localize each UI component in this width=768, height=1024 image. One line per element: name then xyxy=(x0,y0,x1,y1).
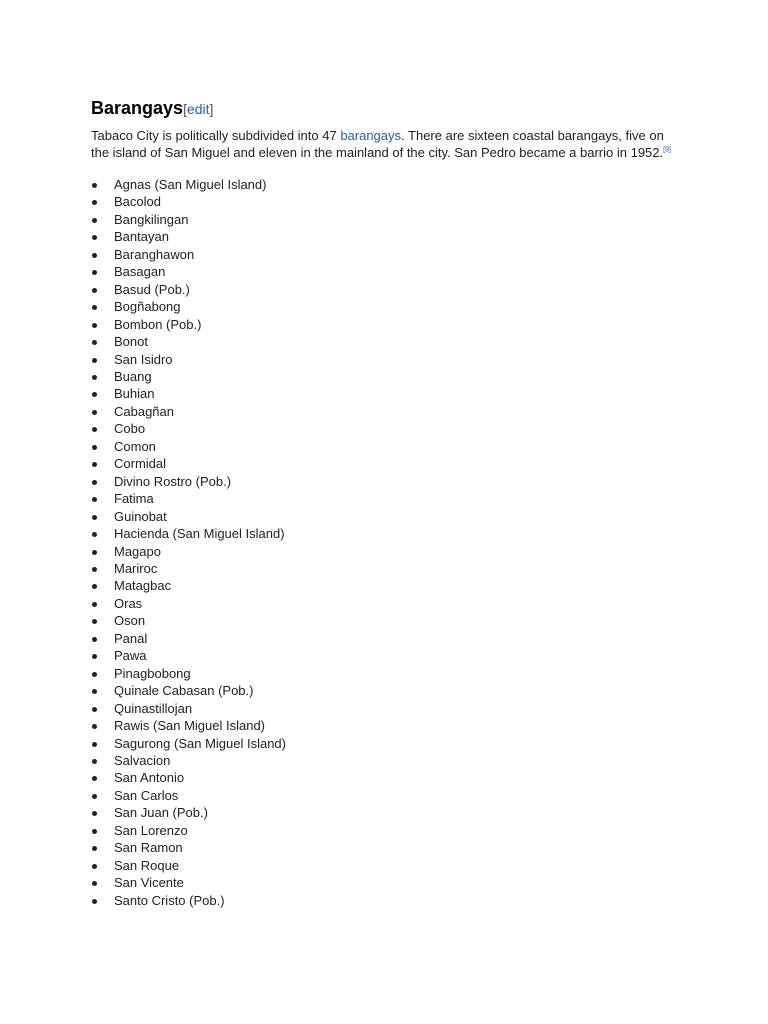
bullet-icon xyxy=(92,637,97,642)
bullet-icon xyxy=(92,550,97,555)
bullet-icon xyxy=(92,602,97,607)
list-item xyxy=(91,333,691,350)
list-item-label: Basud (Pob.) xyxy=(114,281,190,297)
article-section xyxy=(91,96,691,909)
list-item-label: San Isidro xyxy=(114,351,173,367)
bullet-icon xyxy=(92,427,97,432)
bullet-icon xyxy=(92,881,97,886)
edit-bracket-open: [ xyxy=(183,101,187,117)
list-item xyxy=(91,752,691,769)
bullet-icon xyxy=(92,445,97,450)
bullet-icon xyxy=(92,410,97,415)
list-item-label: Buhian xyxy=(114,386,155,402)
bullet-icon xyxy=(92,846,97,851)
list-item xyxy=(91,246,691,263)
list-item-label: Buang xyxy=(114,368,152,384)
bullet-icon xyxy=(92,462,97,467)
bullet-icon xyxy=(92,323,97,328)
list-item-label: Cabagñan xyxy=(114,403,174,419)
list-item xyxy=(91,228,691,245)
list-item-label: San Lorenzo xyxy=(114,822,188,838)
list-item xyxy=(91,438,691,455)
list-item xyxy=(91,839,691,856)
list-item xyxy=(91,804,691,821)
list-item xyxy=(91,351,691,368)
list-item xyxy=(91,281,691,298)
list-item xyxy=(91,700,691,717)
bullet-icon xyxy=(92,480,97,485)
bullet-icon xyxy=(92,724,97,729)
bullet-icon xyxy=(92,288,97,293)
list-item-label: Cormidal xyxy=(114,456,167,472)
list-item xyxy=(91,176,691,193)
intro-text-before-link: Tabaco City is politically subdivided into 47 xyxy=(91,128,341,143)
list-item-label: San Roque xyxy=(114,857,180,873)
citation-link[interactable]: [9] xyxy=(663,146,671,154)
list-item xyxy=(91,822,691,839)
bullet-icon xyxy=(92,899,97,904)
bullet-icon xyxy=(92,707,97,712)
bullet-icon xyxy=(92,358,97,363)
list-item-label: Magapo xyxy=(114,543,161,559)
list-item-label: Rawis (San Miguel Island) xyxy=(114,718,266,734)
bullet-icon xyxy=(92,567,97,572)
list-item-label: Mariroc xyxy=(114,560,158,576)
list-item-label: Fatima xyxy=(114,491,154,507)
list-item-label: San Ramon xyxy=(114,840,183,856)
bullet-icon xyxy=(92,218,97,223)
bullet-icon xyxy=(92,515,97,520)
bullet-icon xyxy=(92,305,97,310)
bullet-icon xyxy=(92,864,97,869)
bullet-icon xyxy=(92,200,97,205)
list-item xyxy=(91,647,691,664)
list-item xyxy=(91,769,691,786)
list-item-label: Panal xyxy=(114,630,148,646)
section-title: Barangays xyxy=(91,98,184,118)
bullet-icon xyxy=(92,270,97,275)
list-item xyxy=(91,455,691,472)
list-item xyxy=(91,560,691,577)
list-item xyxy=(91,490,691,507)
intro-text-after-link: . There are sixteen coastal barangays, five on the island of San Miguel and eleven in the mainland of the city. San Pedro became a barrio in 1952. xyxy=(91,128,664,160)
list-item xyxy=(91,665,691,682)
list-item-label: Sagurong (San Miguel Island) xyxy=(114,735,286,751)
list-item xyxy=(91,892,691,909)
bullet-icon xyxy=(92,392,97,397)
list-item xyxy=(91,368,691,385)
list-item-label: Guinobat xyxy=(114,508,167,524)
bullet-icon xyxy=(92,654,97,659)
list-item-label: Comon xyxy=(114,438,156,454)
list-item xyxy=(91,420,691,437)
bullet-icon xyxy=(92,183,97,188)
list-item-label: Pinagbobong xyxy=(114,665,191,681)
list-item xyxy=(91,316,691,333)
list-item xyxy=(91,612,691,629)
list-item xyxy=(91,385,691,402)
list-item-label: Basagan xyxy=(114,264,166,280)
list-item xyxy=(91,263,691,280)
list-item-label: Oras xyxy=(114,595,143,611)
list-item xyxy=(91,577,691,594)
list-item-label: Bacolod xyxy=(114,194,161,210)
barangay-list xyxy=(91,176,691,909)
bullet-icon xyxy=(92,811,97,816)
edit-section-wrapper xyxy=(183,101,213,117)
bullet-icon xyxy=(92,253,97,258)
list-item-label: Oson xyxy=(114,613,146,629)
bullet-icon xyxy=(92,584,97,589)
list-item xyxy=(91,682,691,699)
list-item-label: Agnas (San Miguel Island) xyxy=(114,177,267,192)
bullet-icon xyxy=(92,672,97,677)
bullet-icon xyxy=(92,235,97,240)
bullet-icon xyxy=(92,689,97,694)
list-item-label: Quinale Cabasan (Pob.) xyxy=(114,683,254,699)
bullet-icon xyxy=(92,742,97,747)
list-item-label: Hacienda (San Miguel Island) xyxy=(114,526,285,542)
bullet-icon xyxy=(92,497,97,502)
list-item-label: Pawa xyxy=(114,648,147,664)
list-item-label: Salvacion xyxy=(114,752,171,768)
list-item-label: Bombon (Pob.) xyxy=(114,316,202,332)
list-item-label: San Antonio xyxy=(114,770,185,786)
list-item-label: San Carlos xyxy=(114,787,179,803)
list-item xyxy=(91,543,691,560)
list-item xyxy=(91,595,691,612)
list-item-label: San Juan (Pob.) xyxy=(114,805,208,821)
list-item xyxy=(91,298,691,315)
list-item xyxy=(91,630,691,647)
list-item-label: Cobo xyxy=(114,421,146,437)
list-item-label: Baranghawon xyxy=(114,246,195,262)
list-item-label: San Vicente xyxy=(114,875,184,891)
list-item xyxy=(91,403,691,420)
list-item xyxy=(91,787,691,804)
bullet-icon xyxy=(92,532,97,537)
list-item-label: Santo Cristo (Pob.) xyxy=(114,892,225,908)
intro-paragraph xyxy=(91,127,681,161)
list-item xyxy=(91,857,691,874)
list-item-label: Matagbac xyxy=(114,578,172,594)
bullet-icon xyxy=(92,375,97,380)
list-item xyxy=(91,211,691,228)
list-item xyxy=(91,525,691,542)
bullet-icon xyxy=(92,829,97,834)
bullet-icon xyxy=(92,776,97,781)
list-item-label: Divino Rostro (Pob.) xyxy=(114,473,232,489)
list-item-label: Quinastillojan xyxy=(114,700,193,716)
list-item xyxy=(91,193,691,210)
edit-section-link[interactable]: edit xyxy=(186,101,210,117)
bullet-icon xyxy=(92,759,97,764)
list-item xyxy=(91,874,691,891)
section-heading xyxy=(91,96,691,121)
list-item xyxy=(91,735,691,752)
bullet-icon xyxy=(92,619,97,624)
list-item xyxy=(91,473,691,490)
list-item xyxy=(91,508,691,525)
list-item xyxy=(91,717,691,734)
list-item-label: Bogñabong xyxy=(114,299,181,315)
list-item-label: Bantayan xyxy=(114,229,169,245)
bullet-icon xyxy=(92,794,97,799)
list-item-label: Bonot xyxy=(114,334,148,350)
edit-bracket-close: ] xyxy=(209,101,214,117)
bullet-icon xyxy=(92,340,97,345)
list-item-label: Bangkilingan xyxy=(114,211,189,227)
barangays-link[interactable]: barangays xyxy=(340,128,402,143)
